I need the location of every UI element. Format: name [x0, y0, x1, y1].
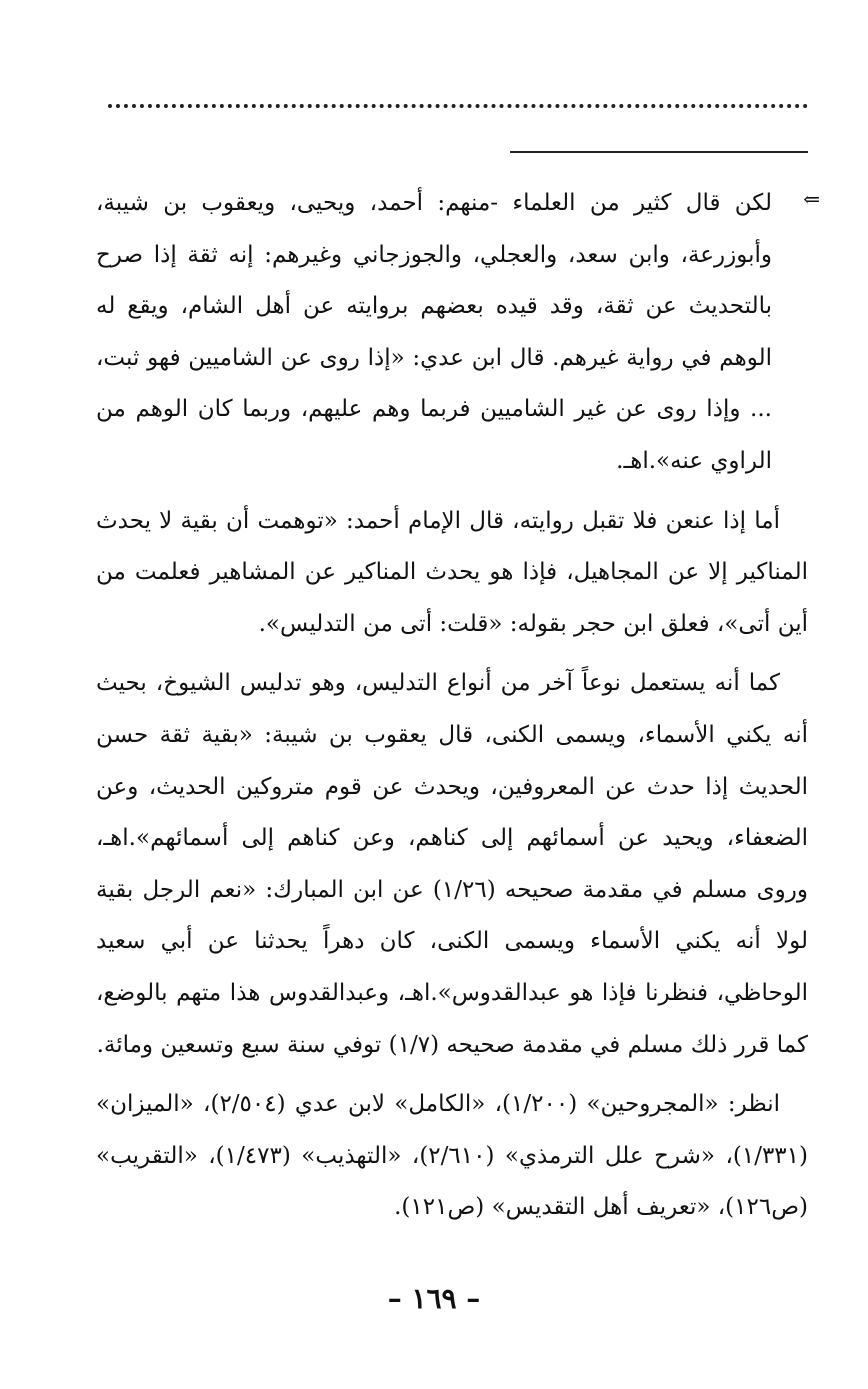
footnote-separator: [510, 151, 808, 153]
paragraph-3: كما أنه يستعمل نوعاً آخر من أنواع التدليس، وهو تدليس الشيوخ، بحيث أنه يكني الأسماء، ويسمى الكنى، قال يعقوب بن شيبة: «بقية ثقة حسن الحديث إذا حدث عن المعروفين، ويحدث عن قوم متروكين الحديث، وعن الضعفاء، ويحيد عن أسمائهم إلى كناهم، وعن كناهم إلى أسمائهم».اهـ، وروى مسلم في مقدمة صحيحه (١/٢٦) عن ابن المبارك: «نعم الرجل بقية لولا أنه يكني الأسماء ويسمى الكنى، كان دهراً يحدثنا عن أبي سعيد الوحاظي، فنظرنا فإذا هو عبدالقدوس».اهـ، وعبدالقدوس هذا متهم بالوضع، كما قرر ذلك مسلم في مقدمة صحيحه (١/٧) توفي سنة سبع وتسعين ومائة.: [96, 670, 809, 1058]
paragraph-1-text: لكن قال كثير من العلماء -منهم: أحمد، ويحيى، ويعقوب بن شيبة، وأبوزرعة، وابن سعد، والعجلي، والجوزجاني وغيرهم: إنه ثقة إذا صرح بالتحديث عن ثقة، وقد قيده بعضهم بروايته عن أهل الشام، ويقع له الوهم في رواية غيرهم. قال ابن عدي: «إذا روى عن الشاميين فهو ثبت، ... وإذا روى عن غير الشاميين فربما وهم عليهم، وربما كان الوهم من الراوي عنه».اهـ.: [96, 190, 772, 474]
paragraph-2: أما إذا عنعن فلا تقبل روايته، قال الإمام أحمد: «توهمت أن بقية لا يحدث المناكير إلا عن المجاهيل، فإذا هو يحدث المناكير عن المشاهير فعلمت من أين أتى»، فعلق ابن حجر بقوله: «قلت: أتى من التدليس».: [96, 507, 808, 637]
footnote-text: [96, 178, 820, 1242]
paragraph-references: انظر: «المجروحين» (١/٢٠٠)، «الكامل» لابن عدي (٢/٥٠٤)، «الميزان» (١/٣٣١)، «شرح علل الترمذي» (٢/٦١٠)، «التهذيب» (١/٤٧٣)، «التقريب» (ص١٢٦)، «تعريف أهل التقديس» (ص١٢١).: [96, 1091, 808, 1221]
paragraph-1: [96, 178, 820, 488]
page-number: – ١٦٩ –: [387, 1282, 481, 1315]
dotted-separator: [108, 104, 808, 108]
continuation-arrow-icon: ⇐: [803, 187, 820, 211]
